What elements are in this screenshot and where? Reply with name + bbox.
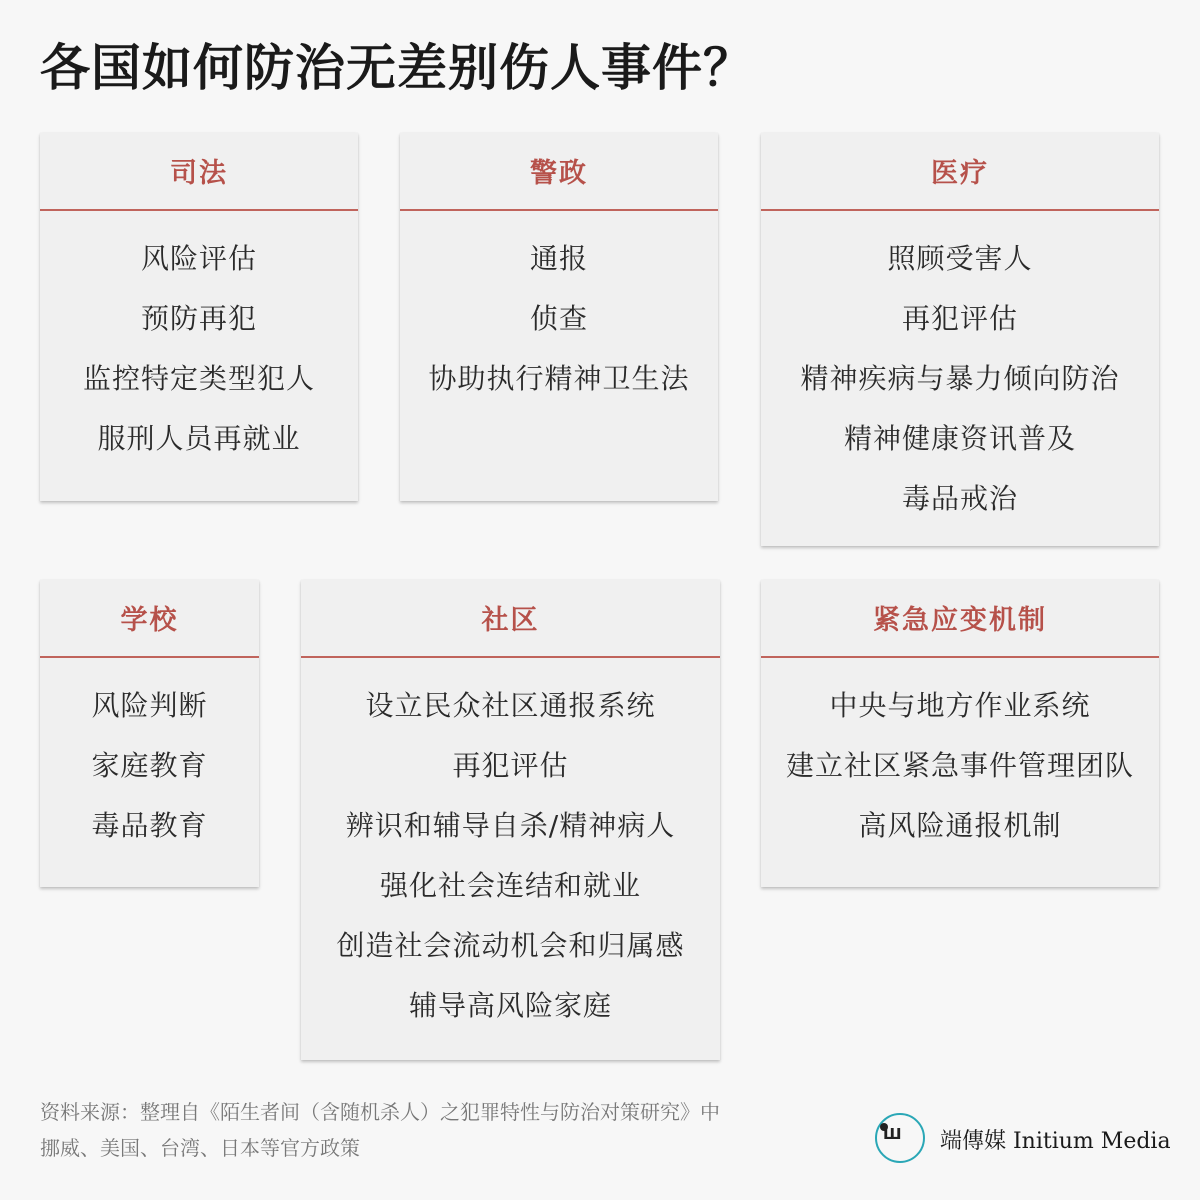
list-item: 建立社区紧急事件管理团队 — [785, 749, 1134, 782]
logo-glyph: Ш — [883, 1125, 901, 1143]
list-item: 再犯评估 — [452, 749, 569, 782]
list-item: 协助执行精神卫生法 — [428, 362, 690, 395]
list-item: 辨识和辅导自杀/精神病人 — [345, 809, 676, 842]
card-judiciary — [40, 133, 358, 501]
list-item: 强化社会连结和就业 — [379, 869, 641, 902]
source-line-1: 资料来源：整理自《陌生者间（含随机杀人）之犯罪特性与防治对策研究》中 — [40, 1100, 720, 1124]
list-item: 毒品教育 — [91, 809, 208, 842]
card-header: 紧急应变机制 — [761, 580, 1159, 658]
card-item-list — [40, 658, 259, 856]
card-header: 社区 — [301, 580, 720, 658]
list-item: 中央与地方作业系统 — [829, 689, 1091, 722]
card-item-list — [301, 658, 720, 1036]
page-title: 各国如何防治无差别伤人事件？ — [40, 39, 754, 97]
list-item: 设立民众社区通报系统 — [365, 689, 656, 722]
brand-name: 端傳媒 Initium Media — [940, 1129, 1171, 1154]
source-line-2: 挪威、美国、台湾、日本等官方政策 — [40, 1136, 360, 1160]
list-item: 再犯评估 — [901, 302, 1018, 335]
list-item: 精神疾病与暴力倾向防治 — [800, 362, 1120, 395]
list-item: 高风险通报机制 — [858, 809, 1062, 842]
card-medical — [761, 133, 1159, 546]
card-item-list — [40, 211, 358, 469]
list-item: 通报 — [529, 242, 588, 275]
list-item: 精神健康资讯普及 — [843, 422, 1076, 455]
list-item: 风险判断 — [91, 689, 208, 722]
card-emergency — [761, 580, 1159, 887]
card-item-list — [400, 211, 718, 409]
initium-logo-icon — [875, 1113, 925, 1163]
list-item: 辅导高风险家庭 — [408, 989, 612, 1022]
list-item: 服刑人员再就业 — [97, 422, 301, 455]
source-note — [40, 1094, 720, 1166]
list-item: 照顾受害人 — [887, 242, 1033, 275]
card-header: 学校 — [40, 580, 259, 658]
list-item: 风险评估 — [140, 242, 257, 275]
list-item: 侦查 — [529, 302, 588, 335]
card-header: 医疗 — [761, 133, 1159, 211]
list-item: 毒品戒治 — [901, 482, 1018, 515]
list-item: 创造社会流动机会和归属感 — [336, 929, 685, 962]
list-item: 监控特定类型犯人 — [82, 362, 315, 395]
card-header: 司法 — [40, 133, 358, 211]
card-police — [400, 133, 718, 501]
list-item: 家庭教育 — [91, 749, 208, 782]
card-school — [40, 580, 259, 887]
card-item-list — [761, 211, 1159, 529]
card-header: 警政 — [400, 133, 718, 211]
card-item-list — [761, 658, 1159, 856]
list-item: 预防再犯 — [140, 302, 257, 335]
card-community — [301, 580, 720, 1060]
